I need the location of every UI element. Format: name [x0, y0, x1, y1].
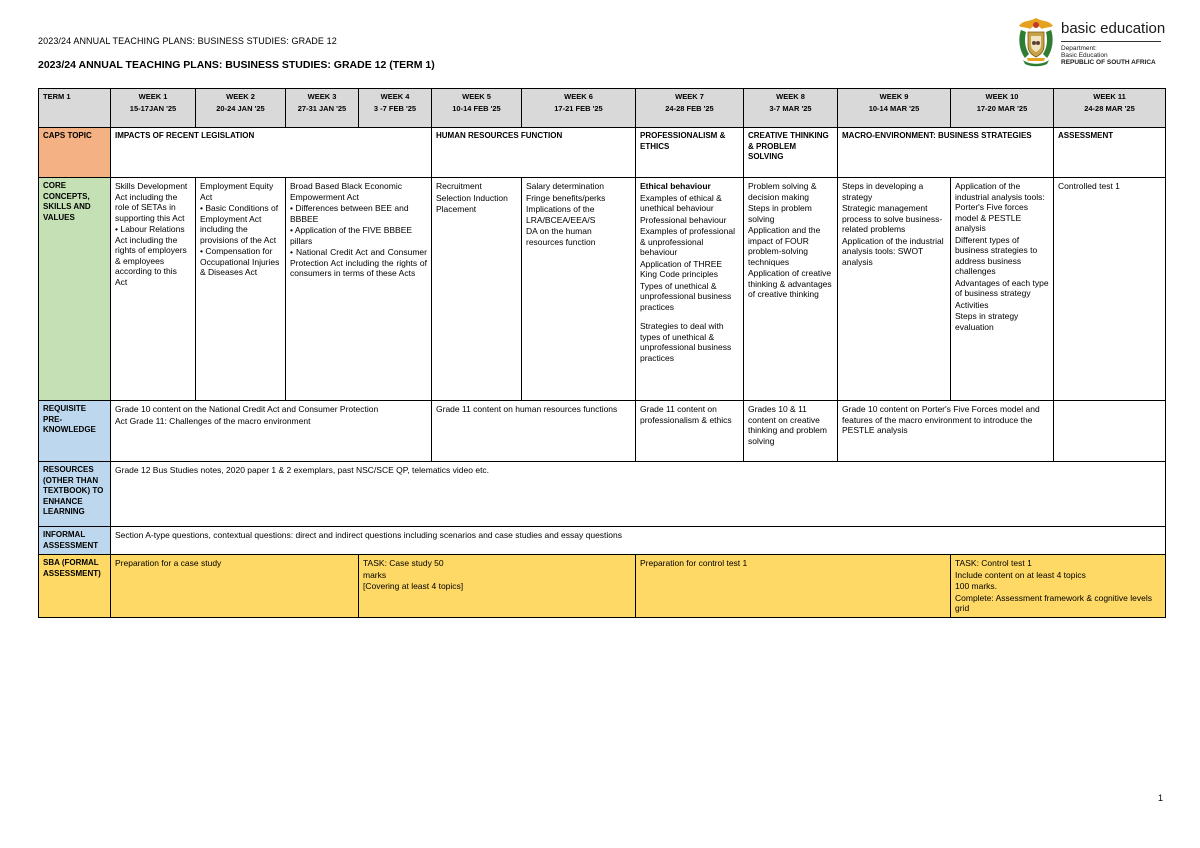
sba-task-control-test [951, 555, 1166, 618]
annual-teaching-plan-table [38, 88, 1166, 618]
core-week-1 [111, 178, 196, 401]
list-item: Controlled test 1 [1058, 181, 1120, 191]
list-item: • Compensation for Occupational Injuries & Diseases Act [200, 246, 280, 277]
list-item: Application of the industrial analysis tools: SWOT analysis [842, 235, 944, 267]
list-item: Problem solving & decision making [748, 181, 817, 202]
list-item: Examples of professional & unprofessional behaviour [640, 226, 735, 257]
week-7-header: WEEK 7 24-28 FEB '25 [636, 89, 744, 128]
sba-label: SBA (FORMAL ASSESSMENT) [39, 555, 111, 618]
sba-prep-control-test: Preparation for control test 1 [636, 555, 951, 618]
list-item: Application and the impact of FOUR problem-solving techniques [748, 225, 821, 267]
sba-task-case-study [359, 555, 636, 618]
core-week-9 [838, 178, 951, 401]
core-week-8 [744, 178, 838, 401]
core-week-5 [432, 178, 522, 401]
week-6-header: WEEK 6 17-21 FEB '25 [522, 89, 636, 128]
requisite-legislation [111, 401, 432, 462]
logo-text: basic education [1061, 20, 1166, 37]
list-item: Salary determination [526, 181, 604, 191]
spacer [640, 313, 739, 321]
core-week-3-4 [286, 178, 432, 401]
list-item: • Application of the FIVE BBBEE pillars [290, 225, 413, 246]
dbe-logo [1015, 16, 1165, 72]
core-week-2 [196, 178, 286, 401]
list-item: Activities [955, 299, 989, 310]
page-number: 1 [1158, 793, 1164, 803]
list-item: Steps in problem solving [748, 203, 812, 224]
list-item: Implications of the LRA/BCEA/EEA/S [526, 204, 596, 225]
list-item: Steps in developing a strategy [842, 181, 924, 202]
list-item: Strategic management process to solve business-related problems [842, 203, 943, 234]
resources-row [39, 462, 1166, 527]
list-item: • Labour Relations Act including the rights of employers & employees according to this Act [115, 224, 187, 287]
list-item: Application of creative thinking & advantages of creative thinking [748, 268, 832, 299]
logo-divider [1061, 41, 1161, 42]
requisite-creative: Grades 10 & 11 content on creative thinking and problem solving [744, 401, 838, 462]
topic-legislation: IMPACTS OF RECENT LEGISLATION [111, 128, 432, 178]
sba-row [39, 555, 1166, 618]
logo-republic: REPUBLIC OF SOUTH AFRICA [1061, 59, 1156, 66]
core-concepts-label: CORE CONCEPTS, SKILLS AND VALUES [39, 178, 111, 401]
list-item: • Differences between BEE and BBBEE [290, 203, 409, 224]
list-item: Selection Induction [436, 192, 508, 203]
list-item: Skills Development Act including the role of SETAs in supporting this Act [115, 181, 188, 223]
week-10-header: WEEK 10 17-20 MAR '25 [951, 89, 1054, 128]
list-item: TASK: Case study 50 [363, 558, 444, 568]
topic-creative-thinking: CREATIVE THINKING & PROBLEM SOLVING [744, 128, 838, 178]
core-week-10 [951, 178, 1054, 401]
list-item: Types of unethical & unprofessional business practices [640, 280, 732, 312]
requisite-ethics: Grade 11 content on professionalism & ethics [636, 401, 744, 462]
list-item: TASK: Control test 1 [955, 558, 1032, 568]
requisite-label: REQUISITE PRE-KNOWLEDGE [39, 401, 111, 462]
caps-topic-label: CAPS TOPIC [39, 128, 111, 178]
topic-human-resources: HUMAN RESOURCES FUNCTION [432, 128, 636, 178]
list-item: Employment Equity Act [200, 181, 274, 202]
page-title: 2023/24 ANNUAL TEACHING PLANS: BUSINESS STUDIES: GRADE 12 (TERM 1) [38, 59, 435, 71]
week-3-header: WEEK 3 27-31 JAN '25 [286, 89, 359, 128]
list-item: Application of the industrial analysis tools: Porter's Five forces model & PESTLE analysis [955, 181, 1045, 233]
list-item: Professional behaviour [640, 214, 727, 225]
week-2-header: WEEK 2 20-24 JAN '25 [196, 89, 286, 128]
list-item: Different types of business strategies to address business challenges [955, 234, 1038, 276]
topic-macro-environment: MACRO-ENVIRONMENT: BUSINESS STRATEGIES [838, 128, 1054, 178]
requisite-macro: Grade 10 content on Porter's Five Forces model and features of the macro environment to introduce the PESTLE analysis [838, 401, 1054, 462]
sba-prep-case-study: Preparation for a case study [111, 555, 359, 618]
list-item: • Basic Conditions of Employment Act including the provisions of the Act [200, 203, 279, 245]
list-item: Application of THREE King Code principles [640, 258, 723, 279]
list-item: Advantages of each type of business strategy [955, 277, 1049, 298]
list-item: Strategies to deal with types of unethical & unprofessional business practices [640, 321, 732, 363]
running-header: 2023/24 ANNUAL TEACHING PLANS: BUSINESS STUDIES: GRADE 12 [38, 36, 337, 46]
list-item: Broad Based Black Economic Empowerment Act [290, 181, 402, 202]
list-item: Placement [436, 204, 477, 214]
list-item: Recruitment [436, 181, 482, 191]
list-item: Steps in strategy evaluation [955, 311, 1019, 332]
week-4-header: WEEK 4 3 -7 FEB '25 [359, 89, 432, 128]
list-item: Examples of ethical & unethical behaviour [640, 192, 722, 213]
list-item: Include content on at least 4 topics [955, 569, 1086, 580]
caps-topic-row [39, 128, 1166, 178]
list-item: Grade 10 content on the National Credit Act and Consumer Protection [115, 404, 379, 414]
week-11-header: WEEK 11 24-28 MAR '25 [1054, 89, 1166, 128]
core-week-7 [636, 178, 744, 401]
week-8-header: WEEK 8 3-7 MAR '25 [744, 89, 838, 128]
topic-professionalism-ethics: PROFESSIONALISM & ETHICS [636, 128, 744, 178]
list-item: marks [363, 569, 387, 580]
topic-assessment: ASSESSMENT [1054, 128, 1166, 178]
term-label: TERM 1 [39, 89, 111, 128]
core-concepts-row [39, 178, 1166, 401]
list-item: DA on the human resources function [526, 226, 596, 247]
logo-department: Department: [1061, 45, 1097, 52]
requisite-assessment [1054, 401, 1166, 462]
resources-text: Grade 12 Bus Studies notes, 2020 paper 1 & 2 exemplars, past NSC/SCE QP, telematics video etc. [111, 462, 1166, 527]
logo-basic-education: Basic Education [1061, 52, 1108, 59]
core-week-11 [1054, 178, 1166, 401]
informal-assessment-row [39, 527, 1166, 555]
list-item: [Covering at least 4 topics] [363, 581, 464, 591]
core-week-6 [522, 178, 636, 401]
informal-assessment-text: Section A-type questions, contextual questions: direct and indirect questions including scenarios and case studies and essay questions [111, 527, 1166, 555]
week-1-header: WEEK 1 15-17JAN '25 [111, 89, 196, 128]
requisite-hr: Grade 11 content on human resources functions [432, 401, 636, 462]
list-item: • National Credit Act and Consumer Protection Act including the rights of consumers in terms of these Acts [290, 247, 427, 278]
list-item: Complete: Assessment framework & cognitive levels grid [955, 592, 1152, 613]
requisite-row [39, 401, 1166, 462]
list-heading: Ethical behaviour [640, 181, 711, 191]
informal-assessment-label: INFORMAL ASSESSMENT [39, 527, 111, 555]
header-row [39, 89, 1166, 128]
resources-label: RESOURCES (OTHER THAN TEXTBOOK) TO ENHANCE LEARNING [39, 462, 111, 527]
week-9-header: WEEK 9 10-14 MAR '25 [838, 89, 951, 128]
list-item: Act Grade 11: Challenges of the macro environment [115, 415, 311, 426]
coat-of-arms-icon [1015, 16, 1057, 68]
week-5-header: WEEK 5 10-14 FEB '25 [432, 89, 522, 128]
list-item: 100 marks. [955, 581, 998, 591]
list-item: Fringe benefits/perks [526, 192, 606, 203]
